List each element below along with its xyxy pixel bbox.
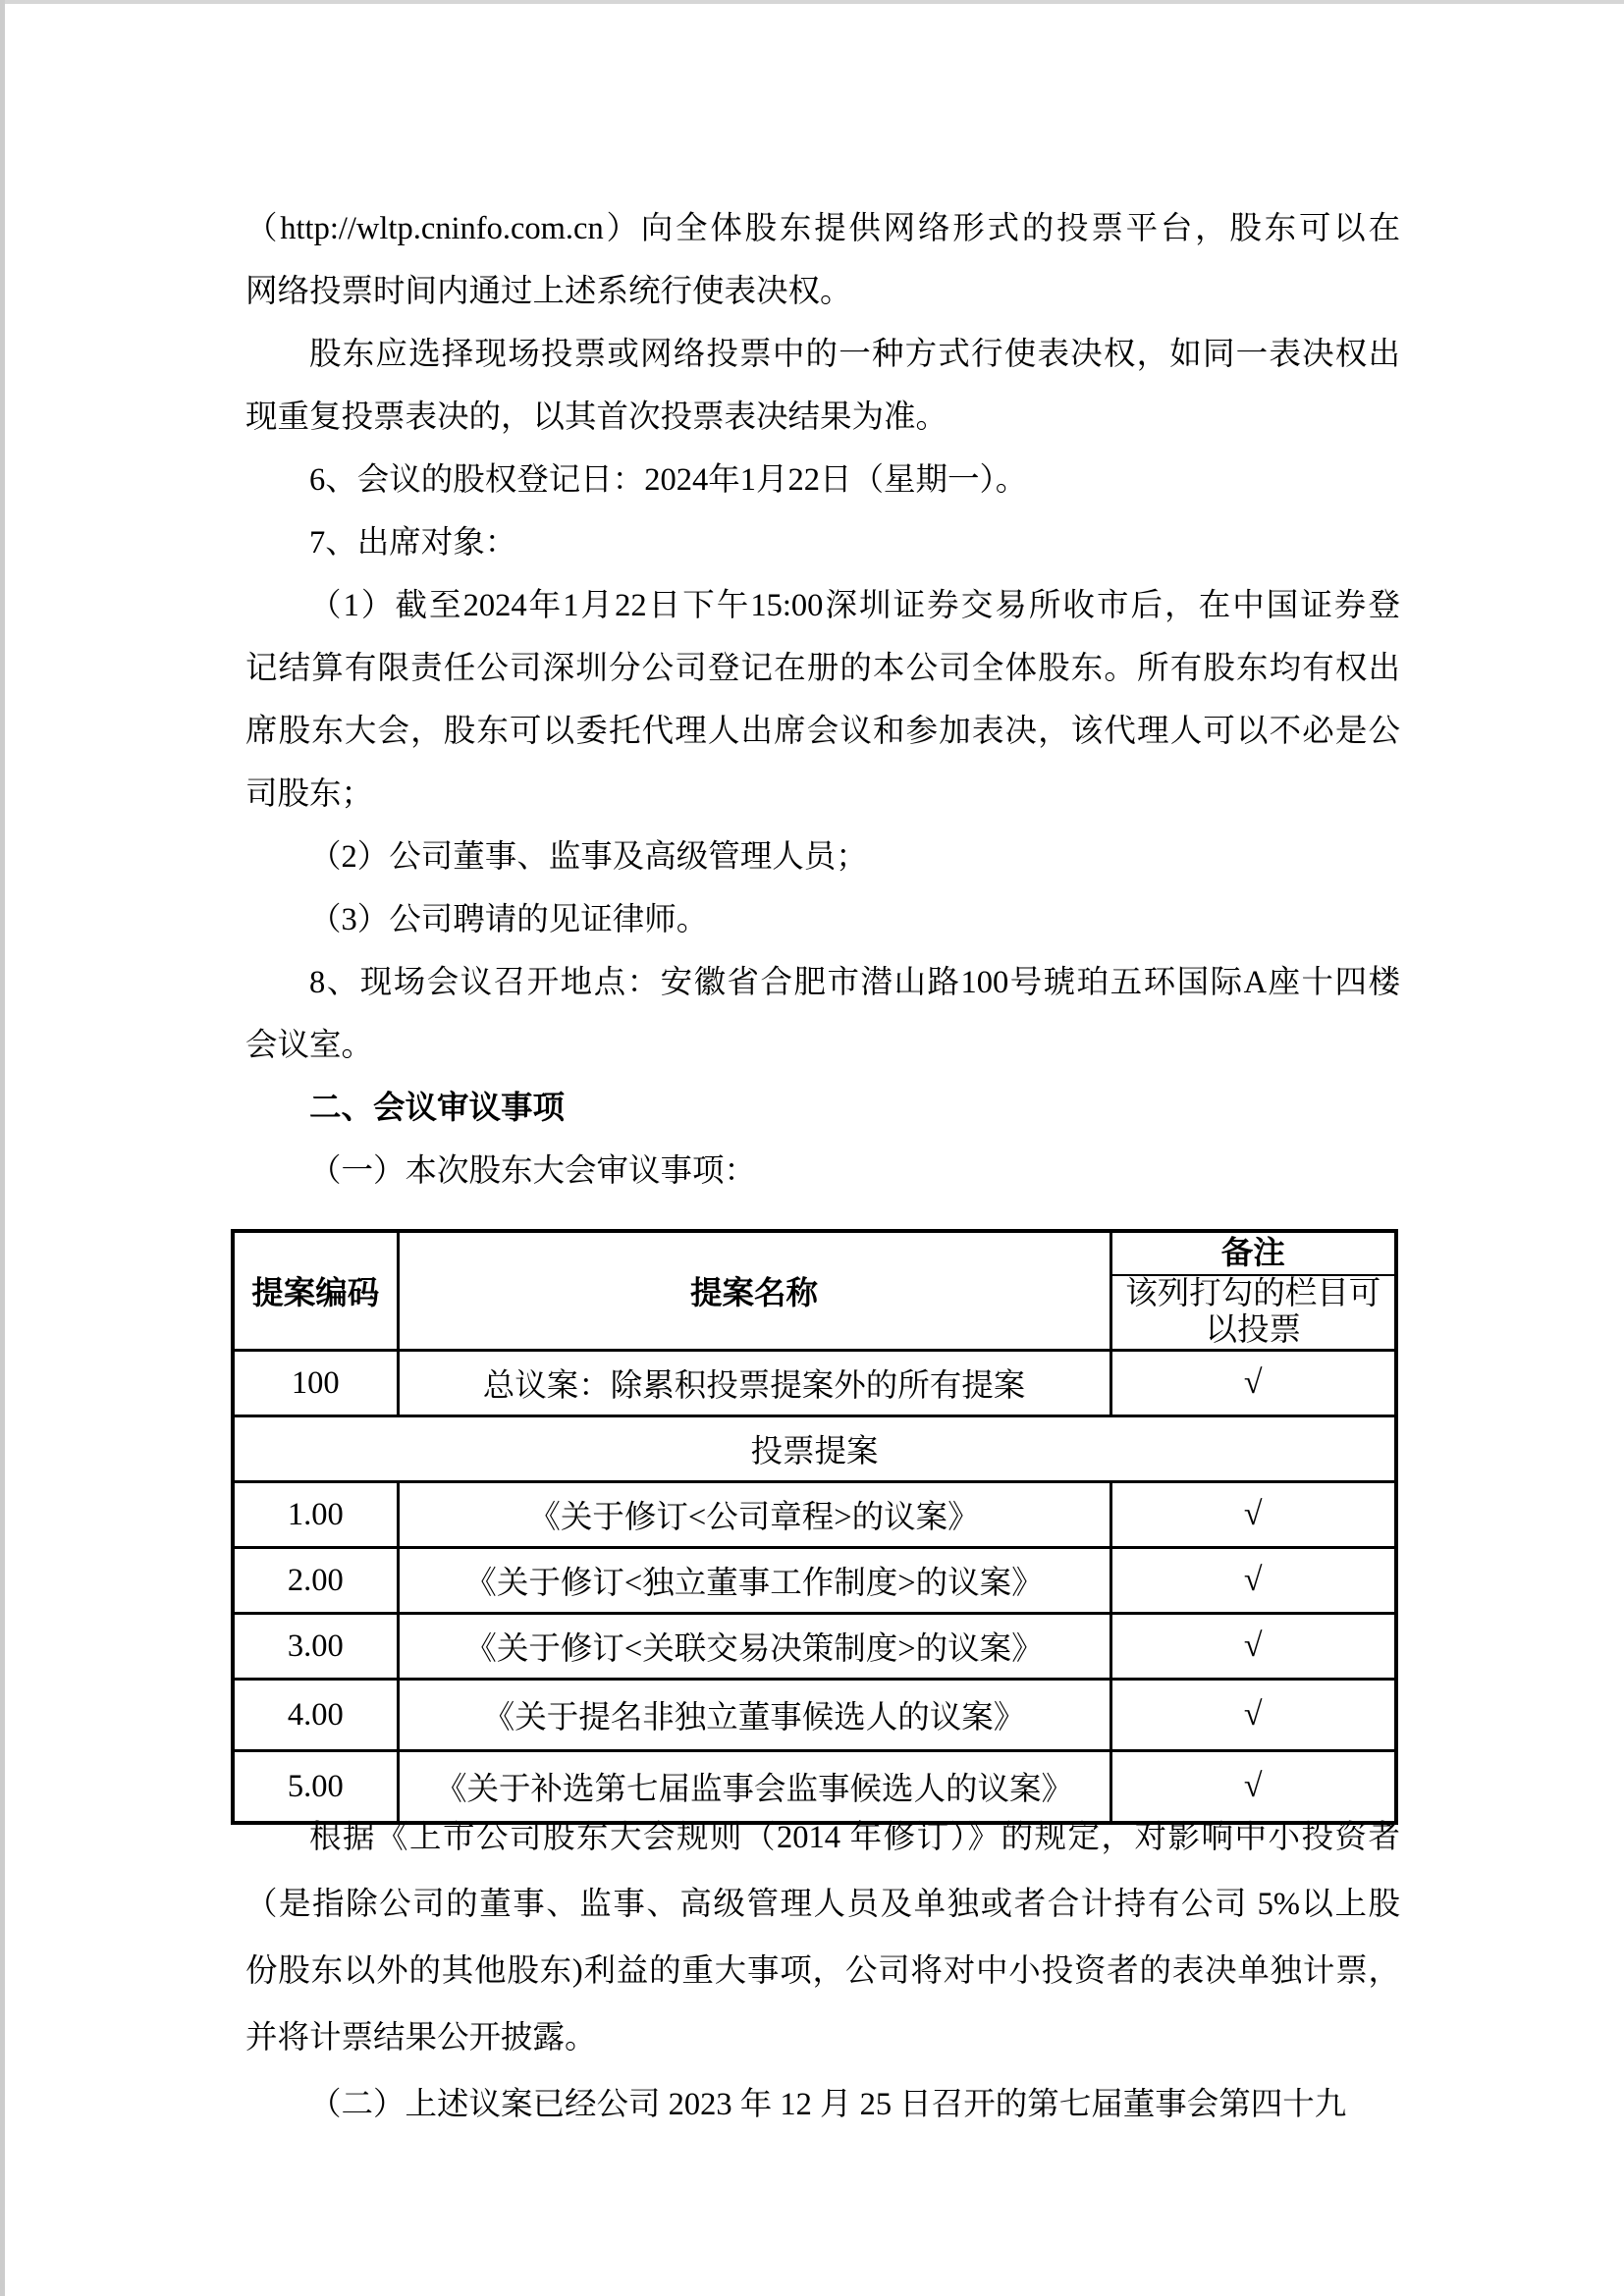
proposal-code-cell: 5.00 [233, 1751, 398, 1824]
body-text-block [245, 197, 1400, 1825]
proposal-name-cell: 《关于补选第七届监事会监事候选人的议案》 [398, 1751, 1110, 1824]
checkmark-cell: √ [1110, 1548, 1396, 1614]
body-text-block-bottom [245, 1804, 1400, 2138]
paragraph-line: 并将计票结果公开披露。 [245, 2020, 597, 2056]
table-row [233, 1482, 1396, 1548]
paragraph-line: （http://wltp.cninfo.com.cn）向全体股东提供网络形式的投票平台，股东可以在 [245, 211, 1400, 246]
proposal-name-cell: 总议案：除累积投票提案外的所有提案 [398, 1351, 1110, 1416]
proposal-name-cell: 《关于修订<独立董事工作制度>的议案》 [398, 1548, 1110, 1614]
paragraph-line: 会议室。 [245, 1028, 374, 1063]
table-header-row [233, 1231, 1396, 1275]
proposal-name-cell: 《关于修订<公司章程>的议案》 [398, 1482, 1110, 1548]
checkmark-cell: √ [1110, 1751, 1396, 1824]
paragraph-line: 司股东； [245, 776, 374, 812]
paragraph-line: （2）公司董事、监事及高级管理人员； [309, 839, 868, 875]
proposal-code-cell: 3.00 [233, 1614, 398, 1680]
col-header-note: 备注 [1110, 1231, 1396, 1275]
paragraph-line: 7、出席对象： [309, 525, 517, 561]
paragraph-line: （二）上述议案已经公司 2023 年 12 月 25 日召开的第七届董事会第四十九 [309, 2087, 1347, 2122]
paragraph-line: 网络投票时间内通过上述系统行使表决权。 [245, 274, 852, 309]
table-row [233, 1548, 1396, 1614]
paragraph-line: （是指除公司的董事、监事、高级管理人员及单独或者合计持有公司 5%以上股 [245, 1887, 1400, 1922]
checkmark-cell: √ [1110, 1351, 1396, 1416]
proposal-name-cell: 《关于提名非独立董事候选人的议案》 [398, 1680, 1110, 1751]
paragraph-line: 份股东以外的其他股东)利益的重大事项，公司将对中小投资者的表决单独计票， [245, 1953, 1400, 1989]
checkmark-cell: √ [1110, 1614, 1396, 1680]
paragraph-line: 现重复投票表决的，以其首次投票表决结果为准。 [245, 400, 948, 435]
proposal-name-cell: 《关于修订<关联交易决策制度>的议案》 [398, 1614, 1110, 1680]
proposal-code-cell: 4.00 [233, 1680, 398, 1751]
checkmark-cell: √ [1110, 1680, 1396, 1751]
proposals-table-wrapper [231, 1229, 1400, 1825]
paragraph-line: 8、现场会议召开地点：安徽省合肥市潜山路100号琥珀五环国际A座十四楼 [309, 965, 1400, 1000]
paragraph-line: （1）截至2024年1月22日下午15:00深圳证券交易所收市后，在中国证券登 [309, 588, 1400, 623]
paragraph-line: （3）公司聘请的见证律师。 [309, 902, 709, 937]
proposal-code-cell: 100 [233, 1351, 398, 1416]
proposals-table [231, 1229, 1398, 1825]
col-header-proposal-name: 提案名称 [398, 1231, 1110, 1351]
table-section-row [233, 1416, 1396, 1482]
paragraph-line: （一）本次股东大会审议事项： [309, 1153, 757, 1189]
paragraph-line: 6、会议的股权登记日：2024年1月22日（星期一）。 [309, 462, 1028, 498]
proposal-code-cell: 1.00 [233, 1482, 398, 1548]
table-row-general [233, 1351, 1396, 1416]
table-row [233, 1614, 1396, 1680]
table-row [233, 1680, 1396, 1751]
proposal-code-cell: 2.00 [233, 1548, 398, 1614]
paragraph-line: 席股东大会，股东可以委托代理人出席会议和参加表决，该代理人可以不必是公 [245, 714, 1400, 749]
paragraph-line: 股东应选择现场投票或网络投票中的一种方式行使表决权，如同一表决权出 [309, 337, 1400, 372]
section-heading-review-matters: 二、会议审议事项 [309, 1091, 566, 1126]
checkmark-cell: √ [1110, 1482, 1396, 1548]
col-header-proposal-code: 提案编码 [233, 1231, 398, 1351]
paragraph-line: 根据《上市公司股东大会规则（2014 年修订）》的规定，对影响中小投资者 [309, 1820, 1400, 1855]
paragraph-line: 记结算有限责任公司深圳分公司登记在册的本公司全体股东。所有股东均有权出 [245, 651, 1400, 686]
note-subheader-cell: 该列打勾的栏目可以投票 [1110, 1275, 1396, 1351]
section-label-cell: 投票提案 [233, 1416, 1396, 1482]
